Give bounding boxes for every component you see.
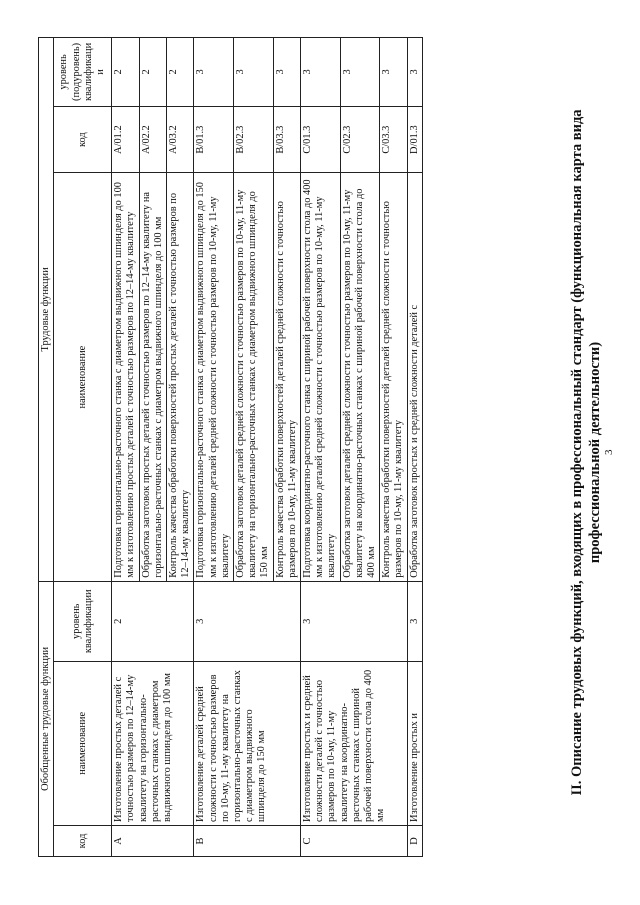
tf-code: B/02.3 xyxy=(234,106,274,173)
tf-code: A/02.2 xyxy=(139,106,166,173)
table-row xyxy=(112,38,139,857)
gen-level-a: 2 xyxy=(112,581,194,661)
tf-code: C/01.3 xyxy=(301,106,341,173)
tf-code: A/03.2 xyxy=(167,106,194,173)
table-row xyxy=(194,38,234,857)
tf-level: 3 xyxy=(380,38,407,107)
page-number: 3 xyxy=(603,449,615,455)
tf-name: Обработка заготовок простых деталей с точностью размеров по 12–14-му квалитету на горизонтально-расточных станках с диаметром выдвижного шпинделя до 100 мм xyxy=(139,173,166,581)
section-title-line-1: II. Описание трудовых функций, входящих в профессиональный стандарт (функциональная карта вида xyxy=(569,109,585,796)
header-generalized-functions: Обобщенные трудовые функции xyxy=(39,581,54,856)
tf-code: C/02.3 xyxy=(340,106,380,173)
tf-level: 3 xyxy=(194,38,234,107)
gen-level-c: 3 xyxy=(301,581,408,661)
tf-level: 2 xyxy=(167,38,194,107)
header-sublevel: уровень (подуровень) квалификации xyxy=(54,38,112,107)
tf-code: D/01.3 xyxy=(407,106,422,173)
tf-name: Подготовка координатно-расточного станка с шириной рабочей поверхности стола до 400 мм к изготовлению деталей средней сложности с точностью размеров по 10-му, 11-му квалитету xyxy=(301,173,341,581)
gen-name-b: Изготовление деталей средней сложности с точностью размеров по 10-му, 11-му квалитету на горизонтально-расточных станках с диаметром выдвижного шпинделя до 150 мм xyxy=(194,661,301,825)
tf-code: B/01.3 xyxy=(194,106,234,173)
section-title-line-2: профессиональной деятельности) xyxy=(587,341,603,564)
tf-name: Контроль качества обработки поверхностей деталей средней сложности с точностью размеров по 10-му, 11-му квалитету xyxy=(380,173,407,581)
header-row-2 xyxy=(54,38,112,857)
tf-level: 3 xyxy=(407,38,422,107)
tf-name: Обработка заготовок простых и средней сложности деталей с xyxy=(407,173,422,581)
gen-code-d: D xyxy=(407,825,422,856)
header-tf-name: наименование xyxy=(54,173,112,581)
tf-code: A/01.2 xyxy=(112,106,139,173)
table-row xyxy=(301,38,341,857)
header-level: уровень квалификации xyxy=(54,581,112,661)
tf-name: Подготовка горизонтально-расточного станка с диаметром выдвижного шпинделя до 100 мм к изготовлению простых деталей с точностью размеров по 12–14-му квалитету xyxy=(112,173,139,581)
gen-name-d: Изготовление простых и xyxy=(407,661,422,825)
gen-level-d: 3 xyxy=(407,581,422,661)
tf-name: Обработка заготовок деталей средней сложности с точностью размеров по 10-му, 11-му квалитету на горизонтально-расточных станках с диаметром выдвижного шпинделя до 150 мм xyxy=(234,173,274,581)
table-row xyxy=(407,38,422,857)
tf-level: 2 xyxy=(139,38,166,107)
gen-name-c: Изготовление простых и средней сложности деталей с точностью размеров по 10-му, 11-му квалитету на координатно-расточных станках с шириной рабочей поверхности стола до 400 мм xyxy=(301,661,408,825)
header-tf-code: код xyxy=(54,106,112,173)
tf-code: C/03.3 xyxy=(380,106,407,173)
tf-name: Обработка заготовок деталей средней сложности с точностью размеров по 10-му, 11-му квалитету на координатно-расточных станках с шириной рабочей поверхности стола до 400 мм xyxy=(340,173,380,581)
header-labor-functions: Трудовые функции xyxy=(39,38,54,582)
tf-code: B/03.3 xyxy=(273,106,300,173)
gen-level-b: 3 xyxy=(194,581,301,661)
tf-name: Контроль качества обработки поверхностей деталей средней сложности с точностью размеров по 10-му, 11-му квалитету xyxy=(273,173,300,581)
header-name: наименование xyxy=(54,661,112,825)
gen-name-a: Изготовление простых деталей с точностью размеров по 12–14-му квалитету на горизонтально-расточных станках с диаметром выдвижного шпинделя до 100 мм xyxy=(112,661,194,825)
tf-name: Контроль качества обработки поверхностей простых деталей с точностью размеров по 12–14-му квалитету xyxy=(167,173,194,581)
tf-level: 3 xyxy=(301,38,341,107)
functional-map-table xyxy=(38,37,423,857)
tf-level: 3 xyxy=(234,38,274,107)
gen-code-c: C xyxy=(301,825,408,856)
tf-name: Подготовка горизонтально-расточного станка с диаметром выдвижного шпинделя до 150 мм к изготовлению деталей средней сложности с точностью размеров по 10-му, 11-му квалитету xyxy=(194,173,234,581)
gen-code-a: A xyxy=(112,825,194,856)
header-code: код xyxy=(54,825,112,856)
gen-code-b: B xyxy=(194,825,301,856)
tf-level: 3 xyxy=(273,38,300,107)
tf-level: 2 xyxy=(112,38,139,107)
header-row-1 xyxy=(39,38,54,857)
tf-level: 3 xyxy=(340,38,380,107)
